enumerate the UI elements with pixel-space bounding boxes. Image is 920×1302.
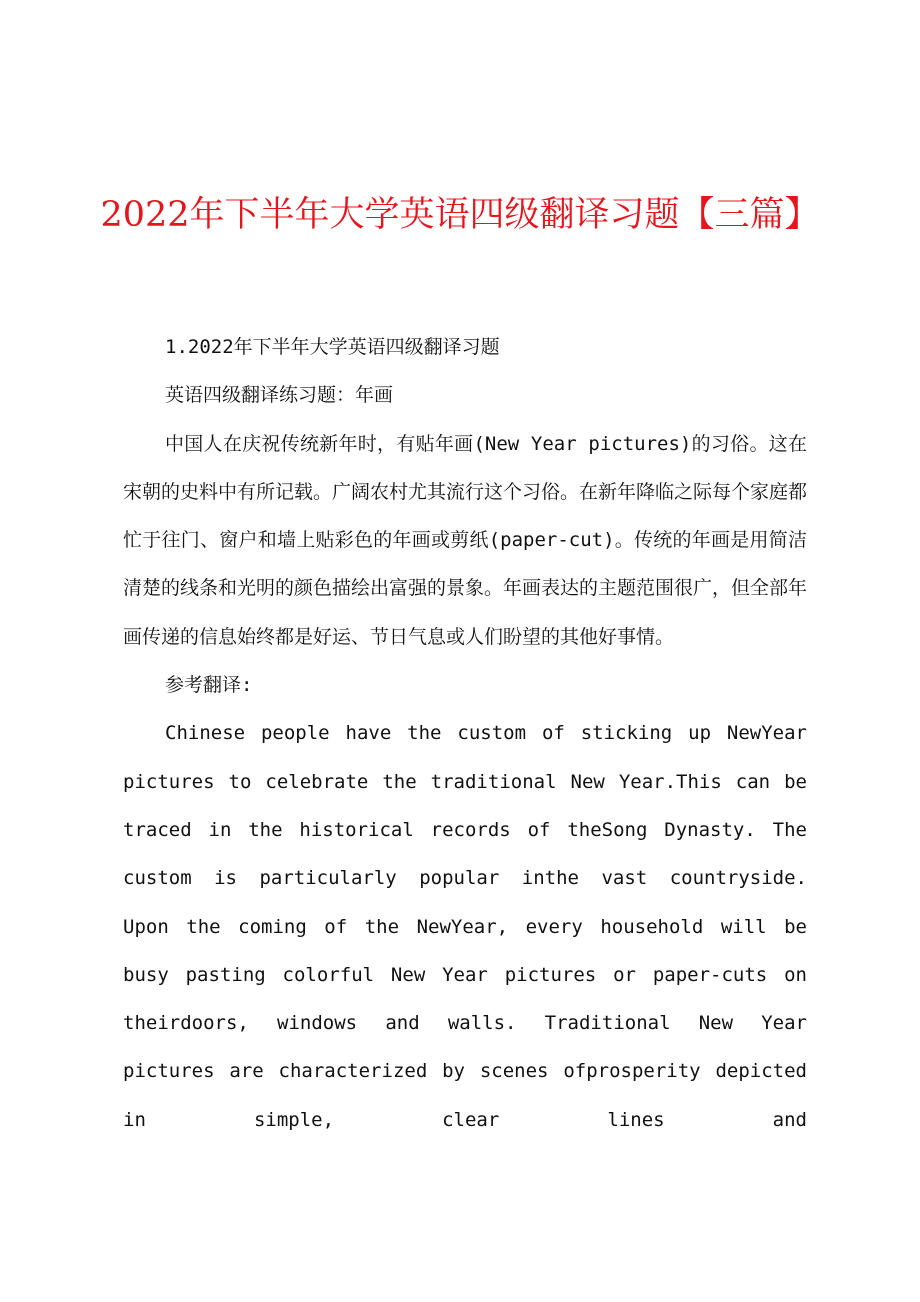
section-heading: 1.2022年下半年大学英语四级翻译习题 (165, 336, 500, 358)
english-passage: Chinese people have the custom of sticking up NewYear pictures to celebrate the traditional New Year.This can be traced in the historical records of theSong Dynasty. The custom is particularly popular inthe vast countryside. Upon the coming of the NewYear, every household will be busy pasting colorful New Year pictures or paper-cuts on theirdoors, windows and walls. Traditional New Year pictures are characterized by scenes ofprosperity depicted in simple, clear lines and (123, 722, 807, 1131)
chinese-passage: 中国人在庆祝传统新年时，有贴年画(New Year pictures)的习俗。这在宋朝的史料中有所记载。广阔农村尤其流行这个习俗。在新年降临之际每个家庭都忙于往门、窗户和墙上贴彩色的年画或剪纸(paper-cut)。传统的年画是用简洁清楚的线条和光明的颜色描绘出富强的景象。年画表达的主题范围很广，但全部年画传递的信息始终都是好运、节日气息或人们盼望的其他好事情。 (123, 432, 808, 648)
document-body (123, 323, 807, 1144)
exercise-label: 英语四级翻译练习题：年画 (165, 384, 394, 407)
document-title: 2022年下半年大学英语四级翻译习题【三篇】 (100, 195, 820, 235)
reference-label: 参考翻译: (165, 674, 253, 697)
